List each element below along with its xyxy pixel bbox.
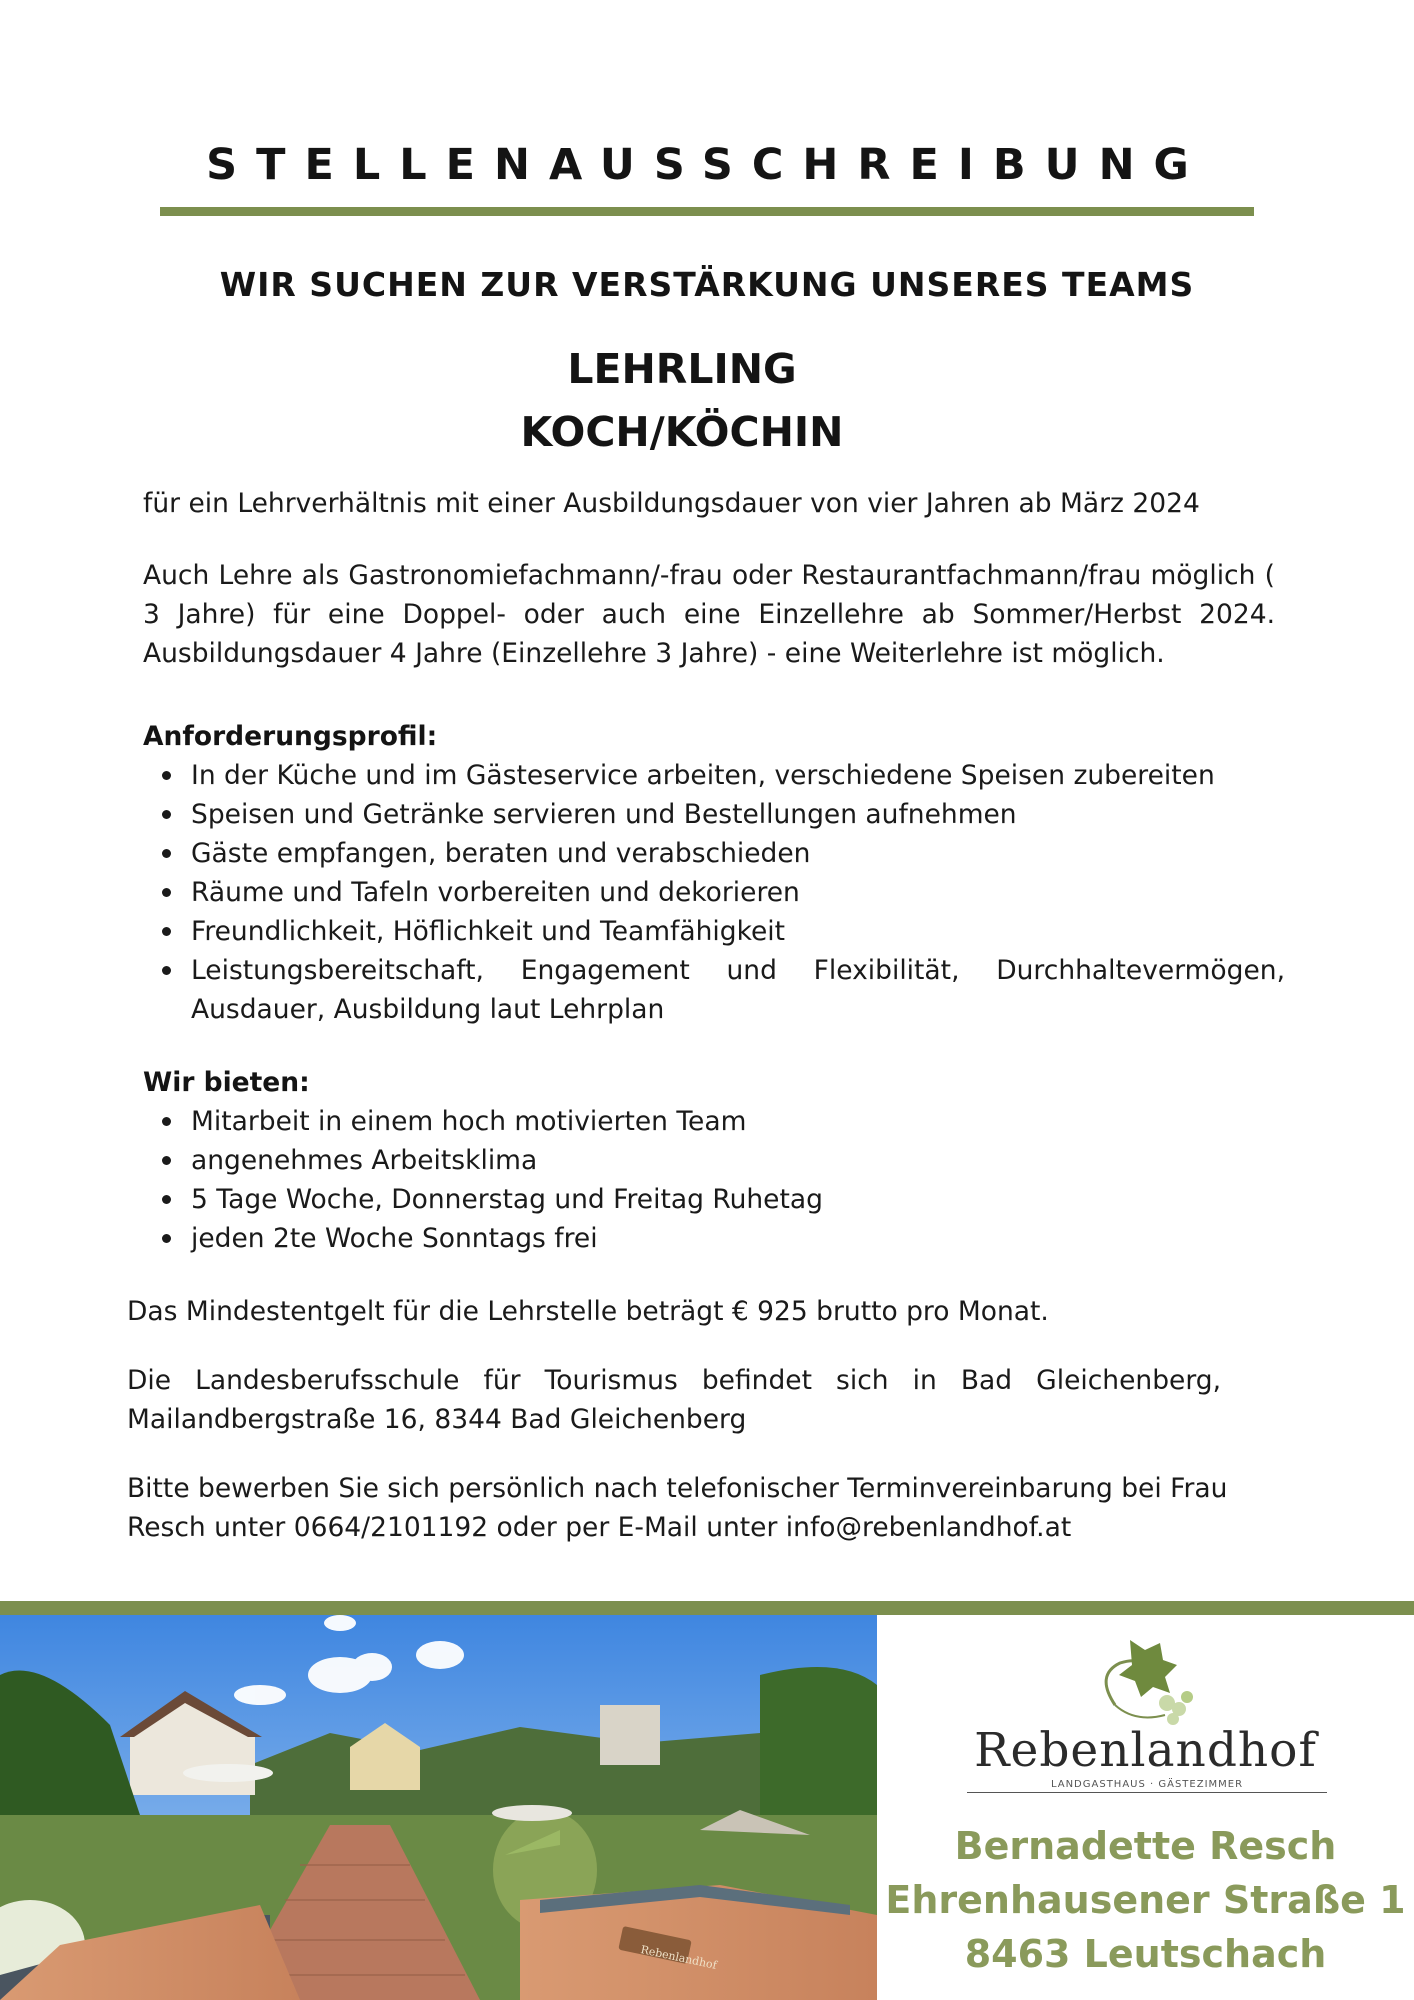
footer-divider <box>0 1601 1414 1615</box>
list-item: Leistungsbereitschaft, Engagement und Flexibilität, Durchhaltevermögen, Ausdauer, Ausbildung laut Lehrplan <box>143 951 1285 1029</box>
intro-text: für ein Lehrverhältnis mit einer Ausbildungsdauer von vier Jahren ab März 2024 <box>143 488 1200 519</box>
list-item: Räume und Tafeln vorbereiten und dekorieren <box>143 873 1285 912</box>
offer-heading: Wir bieten: <box>143 1067 310 1098</box>
list-item: Speisen und Getränke servieren und Bestellungen aufnehmen <box>143 795 1285 834</box>
contact-name: Bernadette Resch <box>954 1824 1337 1868</box>
requirements-heading: Anforderungsprofil: <box>143 721 438 752</box>
list-item: 5 Tage Woche, Donnerstag und Freitag Ruhetag <box>143 1180 1285 1219</box>
job-title <box>0 338 1364 464</box>
school-text: Die Landesberufsschule für Tourismus befindet sich in Bad Gleichenberg, Mailandbergstraße 16, 8344 Bad Gleichenberg <box>127 1365 1221 1435</box>
brand-logo-text: Rebenlandhof <box>974 1723 1317 1778</box>
title-divider <box>160 207 1254 216</box>
contact-street: Ehrenhausener Straße 1 <box>885 1878 1406 1922</box>
subtitle: WIR SUCHEN ZUR VERSTÄRKUNG UNSERES TEAMS <box>219 265 1195 304</box>
list-item: Gäste empfangen, beraten und verabschieden <box>143 834 1285 873</box>
list-item: In der Küche und im Gästeservice arbeiten, verschiedene Speisen zubereiten <box>143 756 1285 795</box>
list-item: angenehmes Arbeitsklima <box>143 1141 1285 1180</box>
list-item: Mitarbeit in einem hoch motivierten Team <box>143 1102 1285 1141</box>
application-text: Bitte bewerben Sie sich persönlich nach telefonischer Terminvereinbarung bei Frau Resch unter 0664/2101192 oder per E-Mail unter info@rebenlandhof.at <box>127 1473 1228 1543</box>
job-title-line-1: LEHRLING <box>567 345 797 393</box>
requirements-list <box>143 756 1285 1029</box>
list-item: jeden 2te Woche Sonntags frei <box>143 1219 1285 1258</box>
salary-text: Das Mindestentgelt für die Lehrstelle beträgt € 925 brutto pro Monat. <box>127 1296 1049 1327</box>
contact-city: 8463 Leutschach <box>964 1932 1327 1976</box>
vine-leaf-icon <box>1075 1635 1215 1730</box>
brand-tagline: LANDGASTHAUS · GÄSTEZIMMER <box>967 1779 1327 1793</box>
photo-sign-text: Rebenlandhof <box>639 1943 718 1972</box>
offer-list <box>143 1102 1285 1258</box>
garden-photo <box>0 1615 877 2000</box>
list-item: Freundlichkeit, Höflichkeit und Teamfähigkeit <box>143 912 1285 951</box>
page-title: STELLENAUSSCHREIBUNG <box>206 140 1208 190</box>
contact-panel <box>877 1615 1414 2000</box>
job-title-line-2: KOCH/KÖCHIN <box>520 408 844 456</box>
alternative-apprenticeship-text: Auch Lehre als Gastronomiefachmann/-frau oder Restaurantfachmann/frau möglich ( 3 Jahre) für eine Doppel- oder auch eine Einzellehre ab Sommer/Herbst 2024. Ausbildungsdauer 4 Jahre (Einzellehre 3 Jahre) - eine Weiterlehre ist möglich. <box>143 560 1275 669</box>
